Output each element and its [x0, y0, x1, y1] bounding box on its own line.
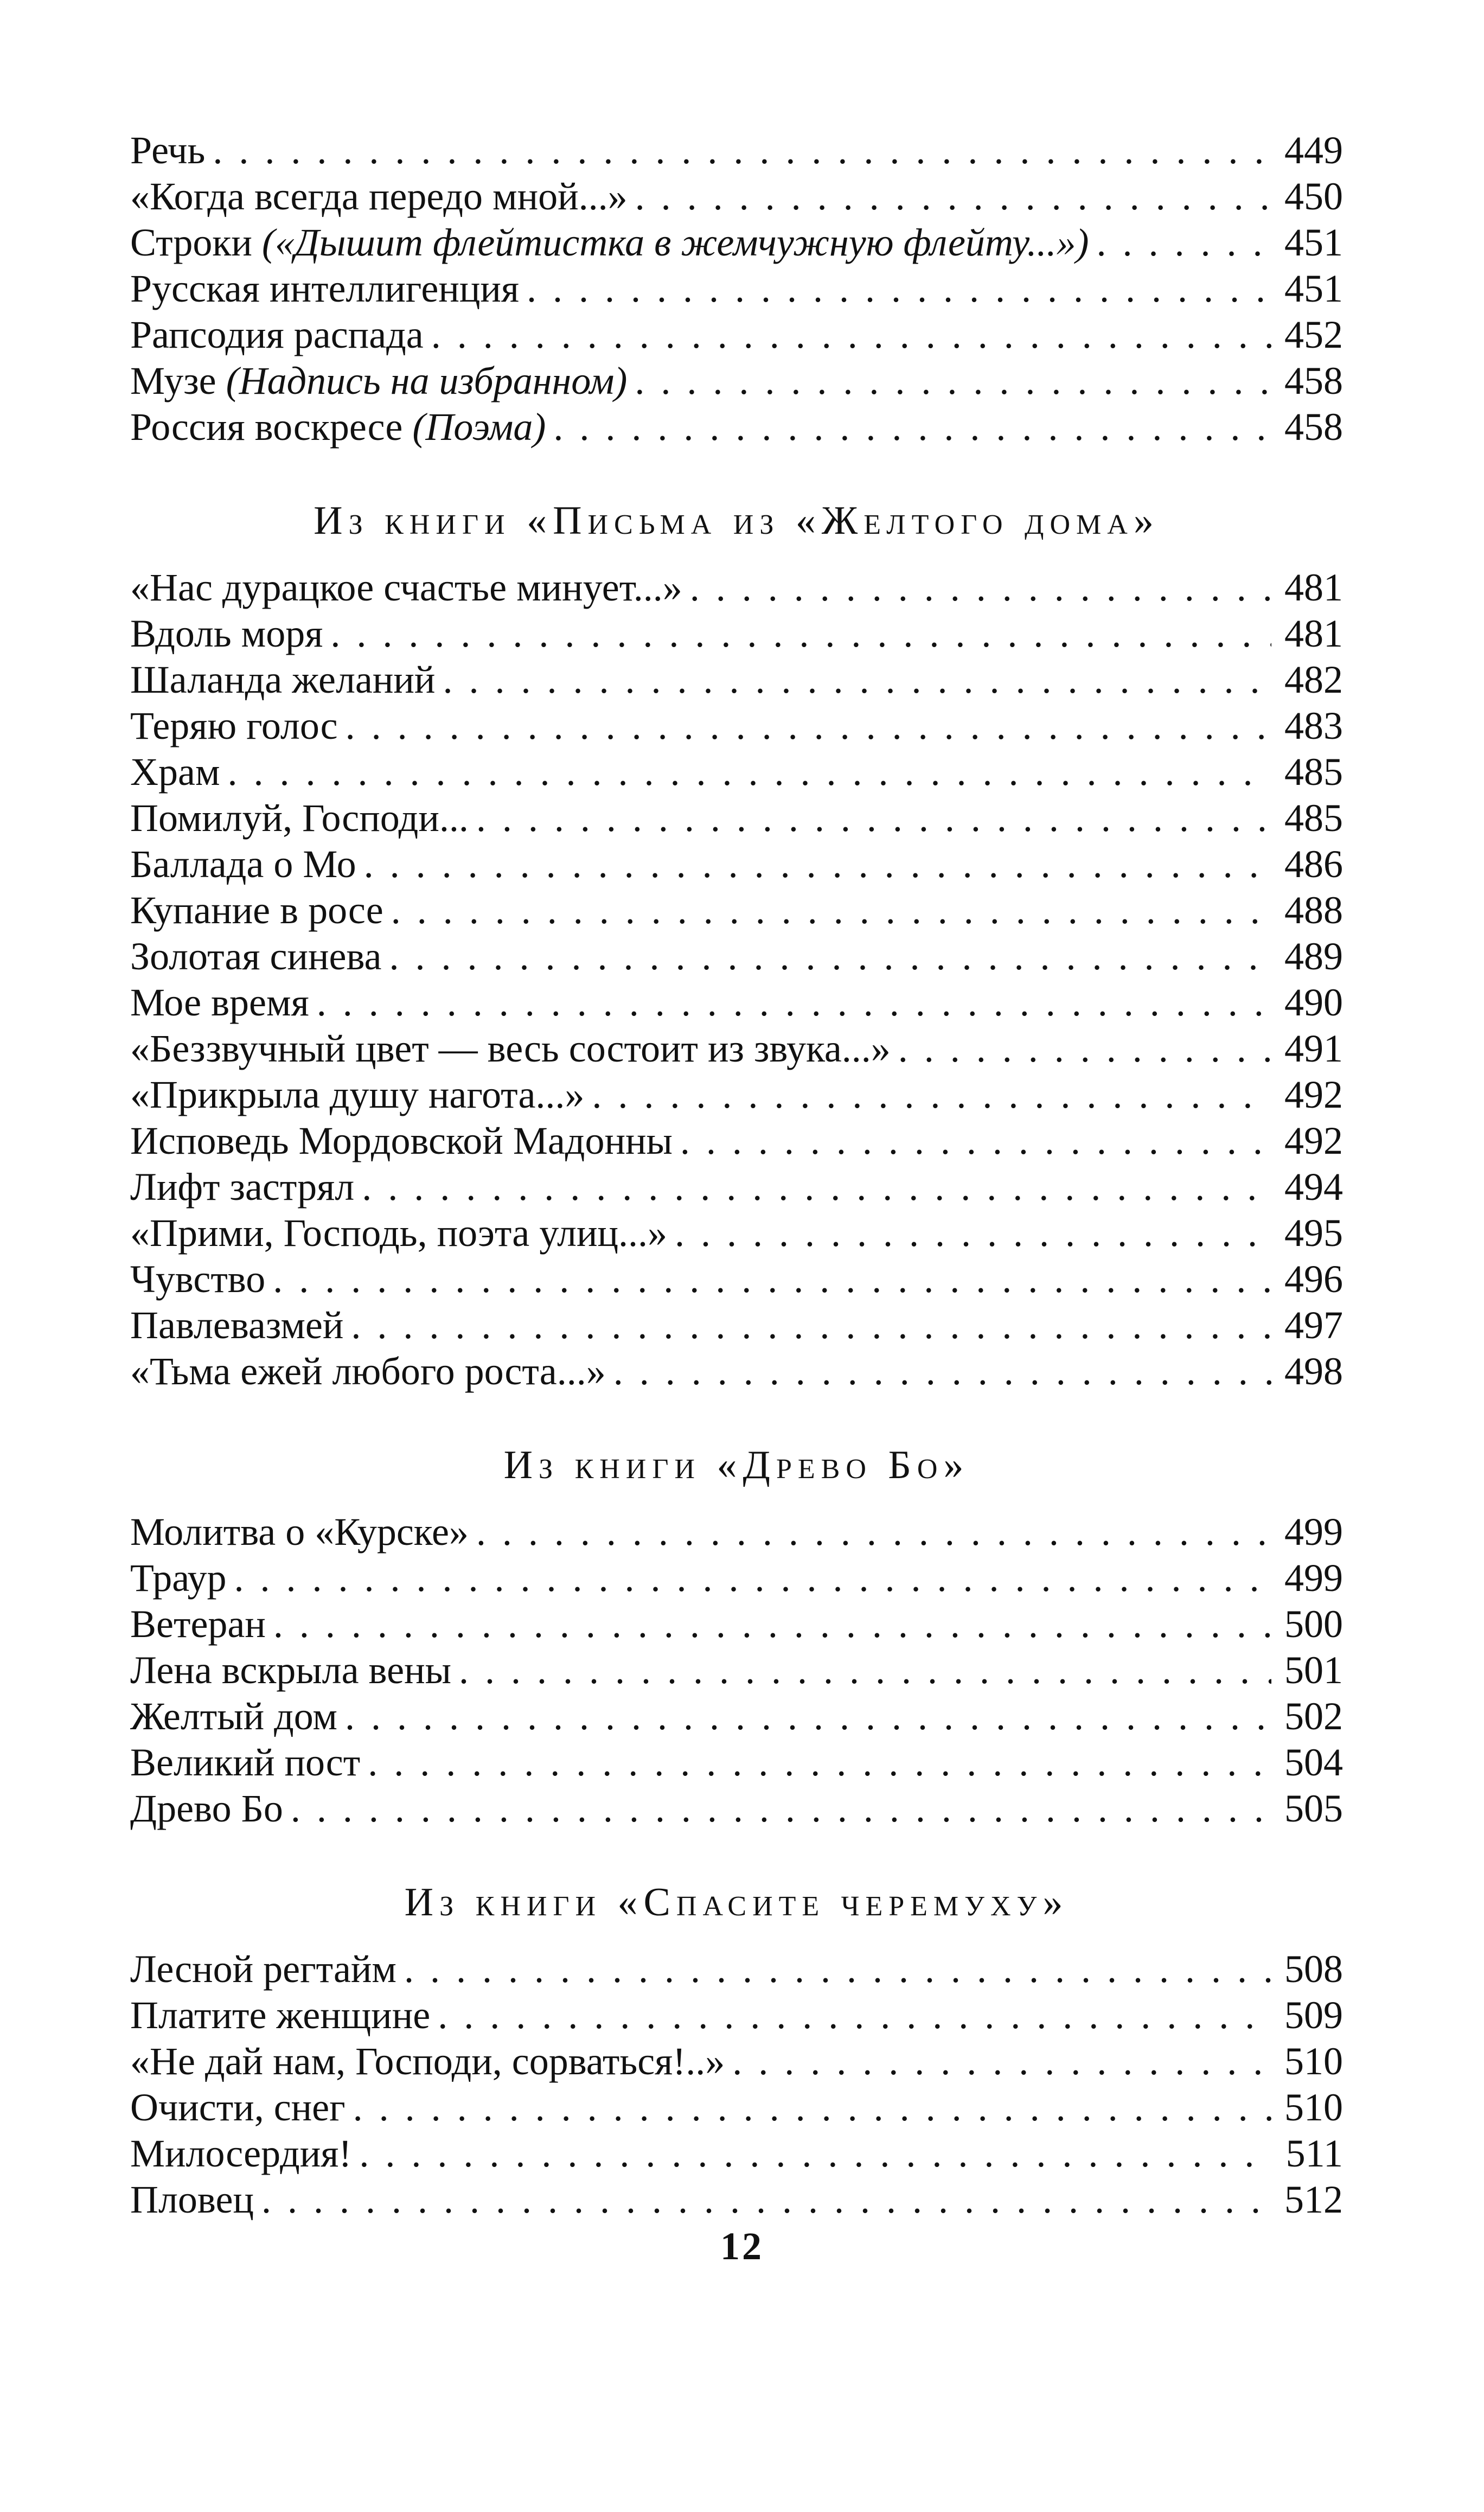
entry-title-text: Лесной регтайм	[130, 1947, 396, 1991]
toc-entry	[130, 749, 1343, 795]
table-of-contents	[130, 127, 1343, 2223]
entry-page-number: 492	[1284, 1073, 1343, 1116]
toc-entry	[130, 174, 1343, 220]
entry-title-text: Музе	[130, 359, 216, 402]
section-heading: Из книги «Спасите черемуху»	[404, 1880, 1069, 1925]
entry-title	[130, 1647, 451, 1693]
toc-entry	[130, 2038, 1343, 2085]
entry-page-number: 481	[1284, 566, 1343, 609]
entry-title	[130, 1072, 584, 1118]
entry-title	[130, 1946, 396, 1992]
entry-title	[130, 2038, 725, 2085]
dot-leader	[675, 1210, 1271, 1256]
entry-title-text: Рапсодия распада	[130, 313, 424, 356]
entry-title-text: Россия воскресе	[130, 405, 403, 449]
entry-title-text: «Не дай нам, Господи, сорваться!..»	[130, 2040, 725, 2083]
entry-title-text: Русская интеллигенция	[130, 267, 520, 310]
toc-entry	[130, 2131, 1343, 2177]
toc-entry	[130, 404, 1343, 450]
entry-title	[130, 1302, 343, 1348]
entry-title	[130, 174, 628, 220]
dot-leader	[438, 1992, 1271, 2038]
toc-section	[130, 127, 1343, 450]
toc-entry	[130, 266, 1343, 312]
entry-title-text: Молитва о «Курске»	[130, 1510, 469, 1554]
toc-entry	[130, 980, 1343, 1026]
toc-entry	[130, 1992, 1343, 2038]
toc-entry	[130, 1509, 1343, 1555]
section-heading: Из книги «Письма из «Желтого дома»	[314, 498, 1160, 543]
entry-title	[130, 749, 220, 795]
toc-entry	[130, 841, 1343, 887]
dot-leader	[1097, 220, 1271, 266]
dot-leader	[443, 657, 1271, 703]
entry-title	[130, 795, 469, 841]
dot-leader	[476, 795, 1271, 841]
entry-page-number: 489	[1284, 935, 1343, 978]
entry-title-text: Храм	[130, 750, 220, 794]
dot-leader	[635, 358, 1271, 404]
entry-title	[130, 565, 682, 611]
toc-entry	[130, 795, 1343, 841]
entry-title	[130, 358, 627, 404]
dot-leader	[476, 1509, 1271, 1555]
dot-leader	[359, 2131, 1271, 2177]
entry-page-number: 509	[1284, 1993, 1343, 2037]
entry-page-number: 458	[1284, 405, 1343, 449]
entry-page-number: 481	[1284, 612, 1343, 655]
toc-entry	[130, 2177, 1343, 2223]
entry-page-number: 499	[1284, 1556, 1343, 1600]
entry-title-text: Баллада о Мо	[130, 842, 356, 886]
entry-title	[130, 934, 382, 980]
toc-entry	[130, 1256, 1343, 1302]
entry-page-number: 512	[1284, 2178, 1343, 2221]
entry-subtitle-note: («Дышит флейтистка в жемчужную флейту...»)	[261, 221, 1089, 264]
entry-page-number: 510	[1284, 2086, 1343, 2129]
dot-leader	[592, 1072, 1271, 1118]
toc-entry	[130, 565, 1343, 611]
dot-leader	[273, 1256, 1271, 1302]
entry-title-text: Желтый дом	[130, 1695, 337, 1738]
entry-title-text: «Тьма ежей любого роста...»	[130, 1350, 606, 1393]
toc-entry	[130, 611, 1343, 657]
entry-page-number: 510	[1284, 2040, 1343, 2083]
entry-title	[130, 703, 338, 749]
entry-page-number: 485	[1284, 750, 1343, 794]
entry-title-text: Теряю голос	[130, 704, 338, 747]
entry-page-number: 497	[1284, 1303, 1343, 1347]
entry-subtitle-note: (Надпись на избранном)	[226, 359, 628, 402]
dot-leader	[362, 1164, 1271, 1210]
entry-page-number: 486	[1284, 842, 1343, 886]
entry-title	[130, 2177, 254, 2223]
entry-page-number: 449	[1284, 129, 1343, 172]
dot-leader	[351, 1302, 1271, 1348]
entry-title	[130, 1992, 430, 2038]
dot-leader	[431, 312, 1271, 358]
dot-leader	[364, 841, 1271, 887]
toc-entry	[130, 1164, 1343, 1210]
dot-leader	[345, 1693, 1271, 1740]
entry-title-text: Лифт застрял	[130, 1165, 355, 1209]
entry-title-text: Шаланда желаний	[130, 658, 436, 701]
entry-page-number: 495	[1284, 1211, 1343, 1255]
toc-entry	[130, 887, 1343, 934]
dot-leader	[228, 749, 1271, 795]
entry-title	[130, 266, 519, 312]
dot-leader	[317, 980, 1271, 1026]
entry-title-text: «Нас дурацкое счастье минует...»	[130, 566, 682, 609]
toc-entry	[130, 1026, 1343, 1072]
entry-title-text: Чувство	[130, 1257, 266, 1301]
entry-title	[130, 1348, 606, 1395]
entry-title-text: Строки	[130, 221, 252, 264]
entry-page-number: 508	[1284, 1947, 1343, 1991]
dot-leader	[459, 1647, 1271, 1693]
dot-leader	[213, 127, 1271, 174]
toc-entry	[130, 1302, 1343, 1348]
entry-page-number: 500	[1284, 1602, 1343, 1646]
toc-entry	[130, 358, 1343, 404]
dot-leader	[353, 2085, 1271, 2131]
toc-entry	[130, 934, 1343, 980]
toc-section	[130, 1878, 1343, 2223]
entry-page-number: 458	[1284, 359, 1343, 402]
entry-title	[130, 1601, 266, 1647]
dot-leader	[553, 404, 1271, 450]
entry-title	[130, 220, 1089, 266]
toc-entry	[130, 1210, 1343, 1256]
dot-leader	[261, 2177, 1271, 2223]
dot-leader	[389, 934, 1272, 980]
entry-title-text: Речь	[130, 129, 206, 172]
dot-leader	[732, 2038, 1271, 2085]
entry-title	[130, 1210, 667, 1256]
toc-entry	[130, 1946, 1343, 1992]
entry-page-number: 492	[1284, 1119, 1343, 1162]
toc-entry	[130, 657, 1343, 703]
toc-entry	[130, 220, 1343, 266]
entry-title-text: Исповедь Мордовской Мадонны	[130, 1119, 673, 1162]
entry-title-text: «Прими, Господь, поэта улиц...»	[130, 1211, 668, 1255]
dot-leader	[680, 1118, 1271, 1164]
entry-title	[130, 1256, 265, 1302]
dot-leader	[613, 1348, 1271, 1395]
entry-title-text: Золотая синева	[130, 935, 382, 978]
dot-leader	[391, 887, 1271, 934]
entry-page-number: 490	[1284, 981, 1343, 1024]
entry-title-text: «Прикрыла душу нагота...»	[130, 1073, 585, 1116]
dot-leader	[527, 266, 1271, 312]
entry-page-number: 498	[1284, 1350, 1343, 1393]
entry-page-number: 450	[1284, 175, 1343, 218]
entry-title	[130, 887, 383, 934]
entry-title	[130, 404, 546, 450]
entry-page-number: 482	[1284, 658, 1343, 701]
entry-page-number: 483	[1284, 704, 1343, 747]
entry-title	[130, 657, 435, 703]
page-number: 12	[720, 2225, 764, 2268]
entry-title-text: Мое время	[130, 981, 309, 1024]
toc-entry	[130, 2085, 1343, 2131]
entry-title	[130, 2085, 346, 2131]
entry-page-number: 502	[1284, 1695, 1343, 1738]
toc-entry	[130, 1601, 1343, 1647]
entry-page-number: 485	[1284, 796, 1343, 840]
toc-entry	[130, 1555, 1343, 1601]
toc-section	[130, 496, 1343, 1395]
entry-title-text: Купание в росе	[130, 889, 383, 932]
entry-title	[130, 1026, 891, 1072]
toc-entry	[130, 1693, 1343, 1740]
toc-entry	[130, 1786, 1343, 1832]
entry-title	[130, 1740, 360, 1786]
toc-entry	[130, 703, 1343, 749]
dot-leader	[234, 1555, 1271, 1601]
dot-leader	[898, 1026, 1271, 1072]
entry-title	[130, 312, 424, 358]
entry-subtitle-note: (Поэма)	[412, 405, 546, 449]
entry-title-text: Вдоль моря	[130, 612, 323, 655]
entry-title	[130, 1555, 227, 1601]
entry-title-text: Очисти, снег	[130, 2086, 346, 2129]
toc-section	[130, 1441, 1343, 1832]
entry-title	[130, 1118, 673, 1164]
entry-title-text: «Беззвучный цвет — весь состоит из звука...»	[130, 1027, 891, 1070]
entry-title-text: Траур	[130, 1556, 227, 1600]
entry-title-text: Древо Бо	[130, 1787, 283, 1830]
entry-title-text: Пловец	[130, 2178, 254, 2221]
dot-leader	[291, 1786, 1271, 1832]
entry-page-number: 491	[1284, 1027, 1343, 1070]
dot-leader	[404, 1946, 1271, 1992]
entry-title	[130, 127, 205, 174]
entry-title-text: Милосердия!	[130, 2132, 352, 2175]
entry-title	[130, 841, 356, 887]
entry-title	[130, 1693, 337, 1740]
entry-page-number: 504	[1284, 1741, 1343, 1784]
toc-entry	[130, 312, 1343, 358]
toc-entry	[130, 1647, 1343, 1693]
entry-page-number: 496	[1284, 1257, 1343, 1301]
entry-title	[130, 2131, 351, 2177]
entry-page-number: 499	[1284, 1510, 1343, 1554]
entry-page-number: 511	[1285, 2132, 1343, 2175]
toc-entry	[130, 127, 1343, 174]
entry-title-text: Павлевазмей	[130, 1303, 344, 1347]
dot-leader	[368, 1740, 1271, 1786]
entry-page-number: 452	[1284, 313, 1343, 356]
entry-title	[130, 1786, 283, 1832]
entry-title	[130, 980, 309, 1026]
toc-entry	[130, 1118, 1343, 1164]
toc-entry	[130, 1072, 1343, 1118]
entry-page-number: 451	[1284, 221, 1343, 264]
entry-title-text: Великий пост	[130, 1741, 361, 1784]
entry-title-text: Лена вскрыла вены	[130, 1648, 451, 1692]
entry-page-number: 451	[1284, 267, 1343, 310]
toc-entry	[130, 1348, 1343, 1395]
toc-entry	[130, 1740, 1343, 1786]
section-heading: Из книги «Древо Бо»	[503, 1443, 970, 1487]
dot-leader	[273, 1601, 1271, 1647]
entry-title	[130, 611, 323, 657]
entry-page-number: 501	[1284, 1648, 1343, 1692]
dot-leader	[330, 611, 1271, 657]
entry-page-number: 488	[1284, 889, 1343, 932]
entry-title	[130, 1164, 354, 1210]
dot-leader	[690, 565, 1271, 611]
entry-title-text: Платите женщине	[130, 1993, 431, 2037]
dot-leader	[346, 703, 1271, 749]
entry-page-number: 505	[1284, 1787, 1343, 1830]
dot-leader	[635, 174, 1271, 220]
entry-title-text: «Когда всегда передо мной...»	[130, 175, 628, 218]
entry-title	[130, 1509, 469, 1555]
entry-title-text: Помилуй, Господи...	[130, 796, 469, 840]
entry-page-number: 494	[1284, 1165, 1343, 1209]
entry-title-text: Ветеран	[130, 1602, 266, 1646]
